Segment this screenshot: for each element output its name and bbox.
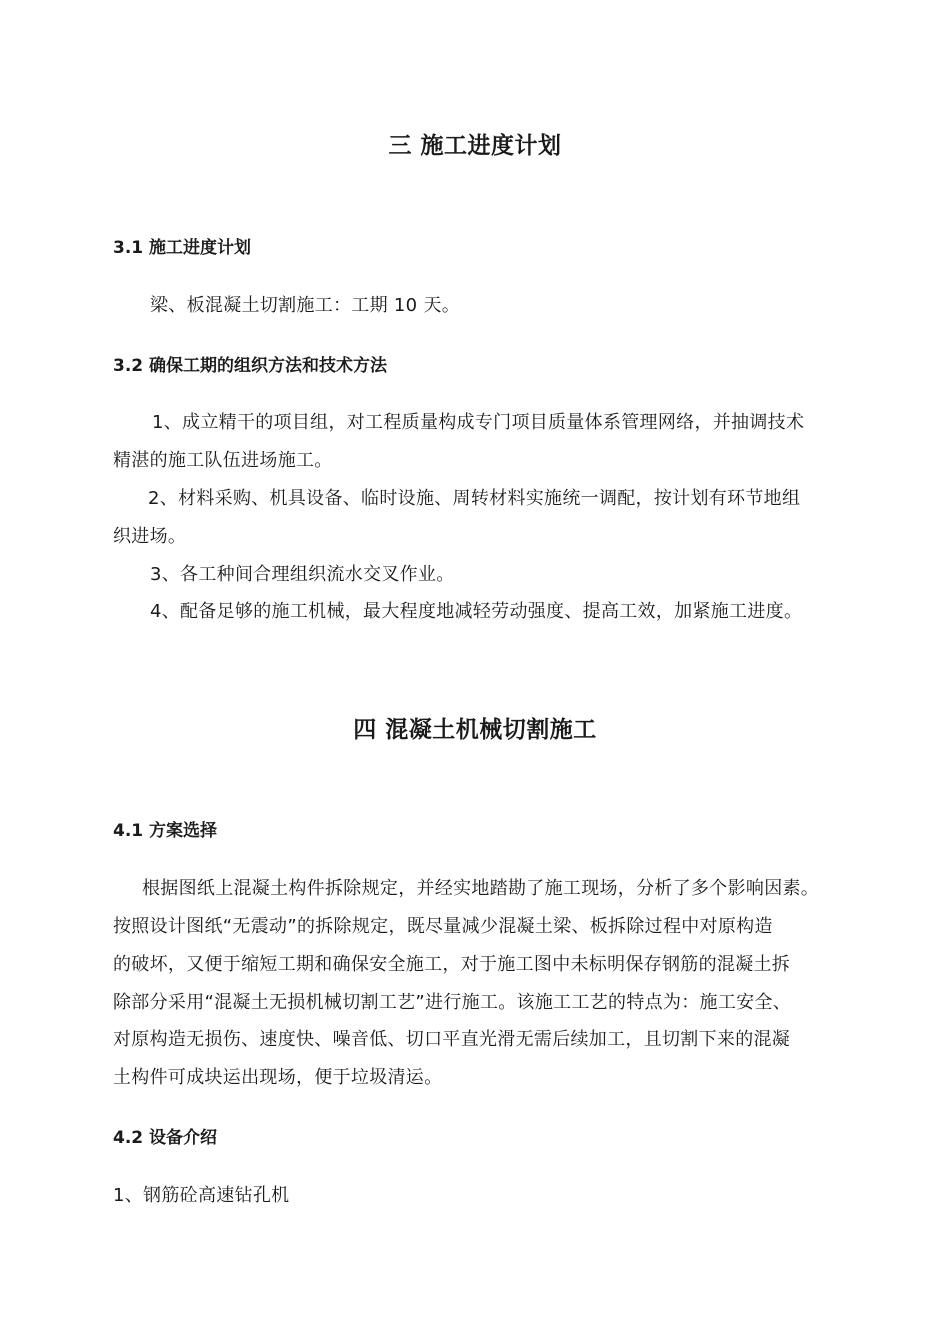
section-3-1-heading: 3.1 施工进度计划 [113,238,252,258]
section-3-2-item-1-line-1: 1、成立精干的项目组，对工程质量构成专门项目质量体系管理网络，并抽调技术 [152,412,805,433]
section-4-2-item-1: 1、钢筋砼高速钻孔机 [113,1185,290,1206]
section-4-1-para-line-3: 的破坏，又便于缩短工期和确保安全施工，对于施工图中未标明保存钢筋的混凝土拆 [113,954,791,975]
section-4-1-para-line-5: 对原构造无损伤、速度快、噪音低、切口平直光滑无需后续加工，且切割下来的混凝 [113,1029,791,1050]
section-4-2-heading: 4.2 设备介绍 [113,1128,218,1148]
section-3-2-item-1-line-2: 精湛的施工队伍进场施工。 [113,450,333,471]
section-3-2-heading: 3.2 确保工期的组织方法和技术方法 [113,356,388,376]
section-4-1-para-line-1: 根据图纸上混凝土构件拆除规定，并经实地踏勘了施工现场，分析了多个影响因素。 [142,878,820,899]
section-3-2-item-4: 4、配备足够的施工机械，最大程度地减轻劳动强度、提高工效，加紧施工进度。 [150,601,803,622]
section-3-2-item-2-line-2: 织进场。 [113,526,187,547]
section-3-2-item-3: 3、各工种间合理组织流水交叉作业。 [150,564,455,585]
section-4-1-heading: 4.1 方案选择 [113,821,218,841]
section-4-1-para-line-6: 土构件可成块运出现场，便于垃圾清运。 [113,1067,443,1088]
section-4-1-para-line-2: 按照设计图纸“无震动”的拆除规定，既尽量减少混凝土梁、板拆除过程中对原构造 [113,916,773,937]
chapter-4-title: 四 混凝土机械切割施工 [353,717,597,743]
chapter-3-title: 三 施工进度计划 [388,133,562,159]
section-3-2-item-2-line-1: 2、材料采购、机具设备、临时设施、周转材料实施统一调配，按计划有环节地组 [148,488,801,509]
section-3-1-text: 梁、板混凝土切割施工：工期 10 天。 [150,295,461,316]
section-4-1-para-line-4: 除部分采用“混凝土无损机械切割工艺”进行施工。该施工工艺的特点为：施工安全、 [113,992,792,1013]
